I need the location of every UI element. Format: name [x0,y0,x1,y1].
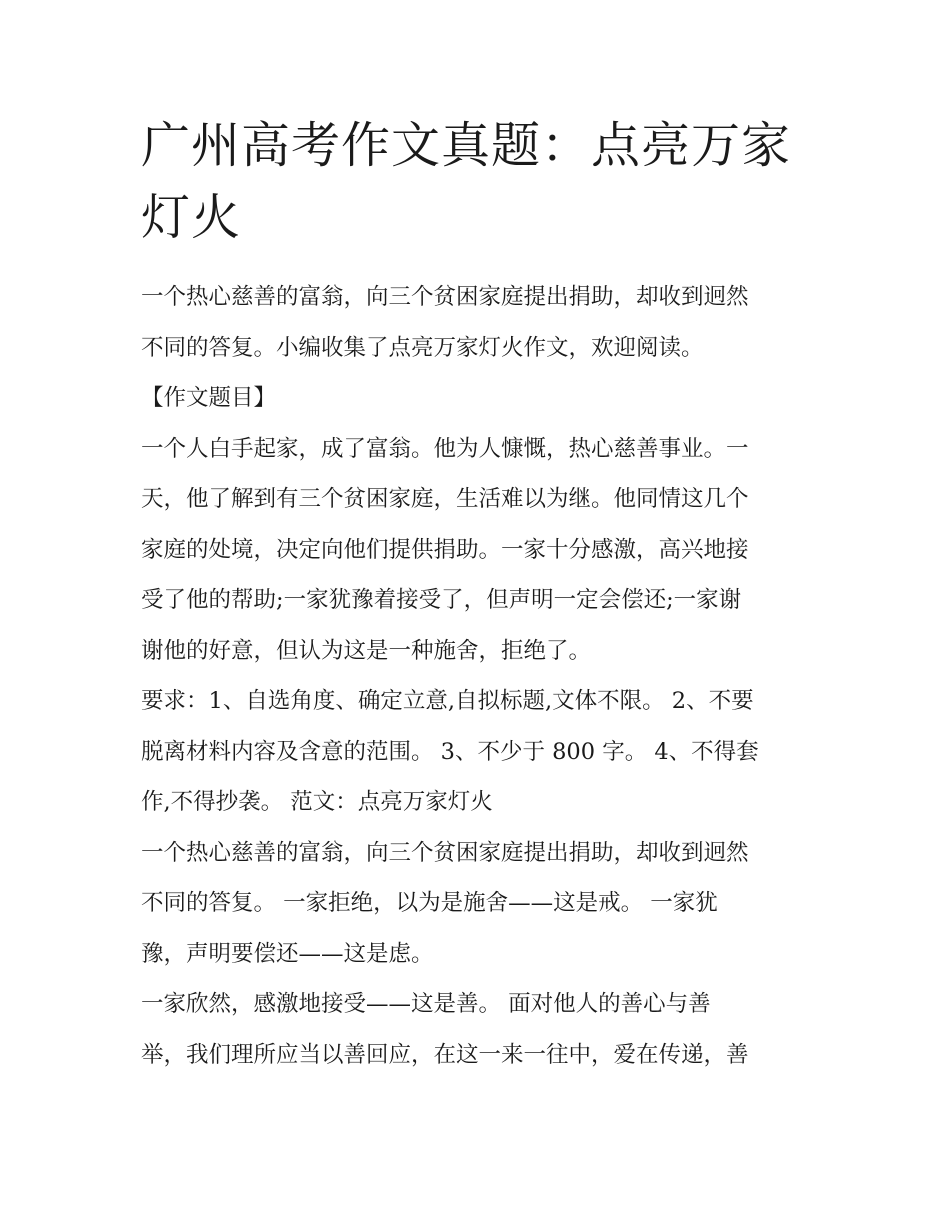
requirements-paragraph [141,676,821,828]
text-line: 一个热心慈善的富翁，向三个贫困家庭提出捐助，却收到迥然 [141,839,749,866]
text-line: 受了他的帮助;一家犹豫着接受了，但声明一定会偿还;一家谢 [141,587,742,613]
title-line: 广州高考作文真题：点亮万家 [141,117,792,174]
document-page [141,110,821,1080]
text-line: 【作文题目】 [141,385,277,411]
text-line: 要求：1、自选角度、确定立意,自拟标题,文体不限。 2、不要 [141,688,754,714]
text-line: 天，他了解到有三个贫困家庭，生活难以为继。他同情这几个 [141,486,749,512]
intro-paragraph [141,272,821,373]
text-line: 作,不得抄袭。 范文：点亮万家灯火 [141,789,493,815]
text-line: 一家欣然，感激地接受——这是善。 面对他人的善心与善 [141,991,711,1017]
section-heading [141,373,821,424]
text-line: 一个人白手起家，成了富翁。他为人慷慨，热心慈善事业。一 [141,435,749,462]
text-line: 家庭的处境，决定向他们提供捐助。一家十分感激，高兴地接 [141,536,749,563]
text-line: 不同的答复。小编收集了点亮万家灯火作文，欢迎阅读。 [141,334,704,361]
text-line: 不同的答复。 一家拒绝，以为是施舍——这是戒。 一家犹 [141,890,718,916]
text-line: 举，我们理所应当以善回应，在这一来一往中，爱在传递，善 [141,1041,749,1068]
essay-paragraph [141,979,821,1080]
document-title [141,110,801,254]
prompt-paragraph [141,424,821,677]
text-line: 豫，声明要偿还——这是虑。 [141,940,434,967]
text-line: 谢他的好意，但认为这是一种施舍，拒绝了。 [141,637,592,664]
essay-paragraph [141,828,821,980]
text-line: 一个热心慈善的富翁，向三个贫困家庭提出捐助，却收到迥然 [141,284,749,310]
title-line: 灯火 [141,189,242,246]
text-line: 脱离材料内容及含意的范围。 3、不少于 800 字。 4、不得套 [141,738,759,765]
